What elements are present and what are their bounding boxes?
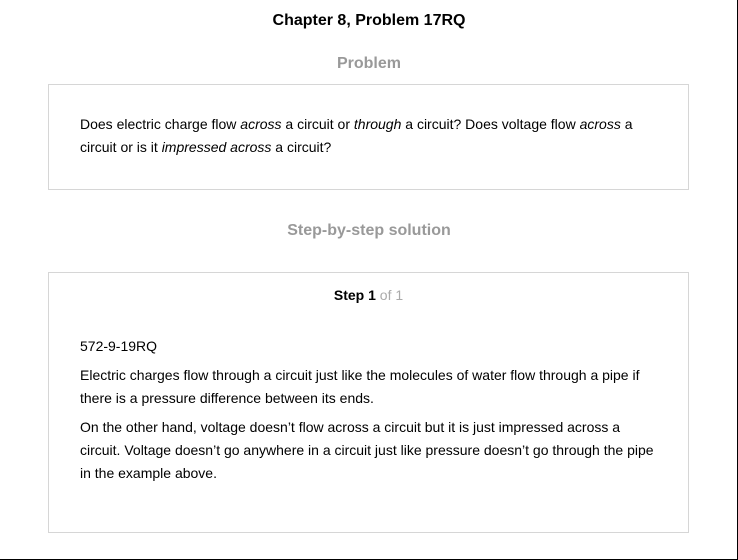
step-of-total: of 1 bbox=[379, 287, 404, 303]
problem-text-part: a circuit or is it bbox=[80, 116, 633, 155]
page-title: Chapter 8, Problem 17RQ bbox=[272, 12, 466, 29]
problem-text-part: Does electric charge flow bbox=[80, 116, 241, 132]
solution-paragraph: On the other hand, voltage doesn’t flow across a circuit but it is just impressed across a circuit. Voltage doesn’t go anywhere in a circuit just like pressure doesn’t go through the pipe in the example above. bbox=[80, 419, 654, 481]
solution-box bbox=[48, 272, 689, 533]
solution-paragraph: Electric charges flow through a circuit just like the molecules of water flow through a pipe if there is a pressure difference between its ends. bbox=[80, 367, 640, 406]
step-number: 1 bbox=[368, 287, 376, 303]
step-label bbox=[49, 287, 688, 303]
problem-text-part: a circuit? Does voltage flow bbox=[401, 116, 580, 132]
problem-text bbox=[80, 113, 655, 159]
solution-code: 572-9-19RQ bbox=[80, 338, 158, 354]
step-word: Step bbox=[333, 287, 365, 303]
problem-text-part: a circuit or bbox=[281, 116, 354, 132]
problem-text-emphasis: across bbox=[240, 116, 282, 132]
solution-heading: Step-by-step solution bbox=[287, 222, 451, 239]
problem-heading: Problem bbox=[336, 55, 401, 72]
problem-box bbox=[48, 84, 689, 190]
problem-text-emphasis: through bbox=[353, 116, 402, 132]
problem-text-part: a circuit? bbox=[271, 139, 332, 155]
problem-text-emphasis: across bbox=[579, 116, 621, 132]
solution-body bbox=[80, 335, 660, 491]
problem-text-emphasis: impressed across bbox=[161, 139, 272, 155]
